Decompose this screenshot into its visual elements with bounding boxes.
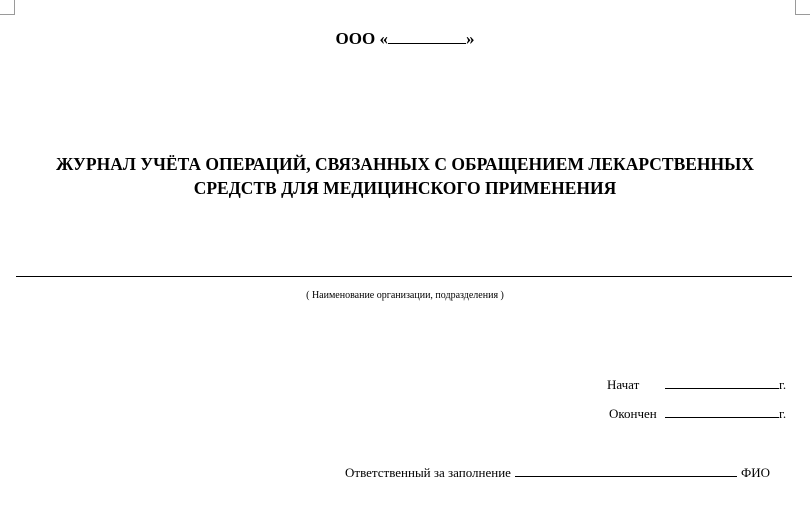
started-date-row — [607, 375, 786, 393]
organization-caption: ( Наименование организации, подразделения ) — [306, 290, 504, 301]
year-suffix: г. — [779, 406, 787, 421]
journal-title-line-1: ЖУРНАЛ УЧЁТА ОПЕРАЦИЙ, СВЯЗАННЫХ С ОБРАЩЕНИЕМ ЛЕКАРСТВЕННЫХ — [56, 154, 754, 174]
started-date-blank[interactable] — [665, 375, 779, 389]
org-prefix: ООО « — [335, 29, 388, 48]
journal-title-line-2: СРЕДСТВ ДЛЯ МЕДИЦИНСКОГО ПРИМЕНЕНИЯ — [193, 178, 617, 198]
year-suffix: г. — [779, 377, 787, 392]
responsible-suffix: ФИО — [740, 465, 770, 480]
org-name-blank[interactable] — [388, 28, 466, 44]
responsible-label: Ответственный за заполнение — [345, 465, 511, 480]
ended-label: Окончен — [609, 406, 657, 421]
page-corner-mark — [795, 0, 810, 15]
ended-date-blank[interactable] — [665, 404, 779, 418]
journal-title — [0, 152, 810, 200]
organization-name-field[interactable] — [16, 276, 792, 277]
organization-header — [0, 28, 810, 49]
responsible-row — [345, 463, 770, 481]
ended-date-row — [609, 404, 786, 422]
responsible-name-blank[interactable] — [515, 463, 737, 477]
page-corner-mark — [0, 0, 15, 15]
org-suffix: » — [465, 29, 475, 48]
started-label: Начат — [607, 377, 640, 392]
